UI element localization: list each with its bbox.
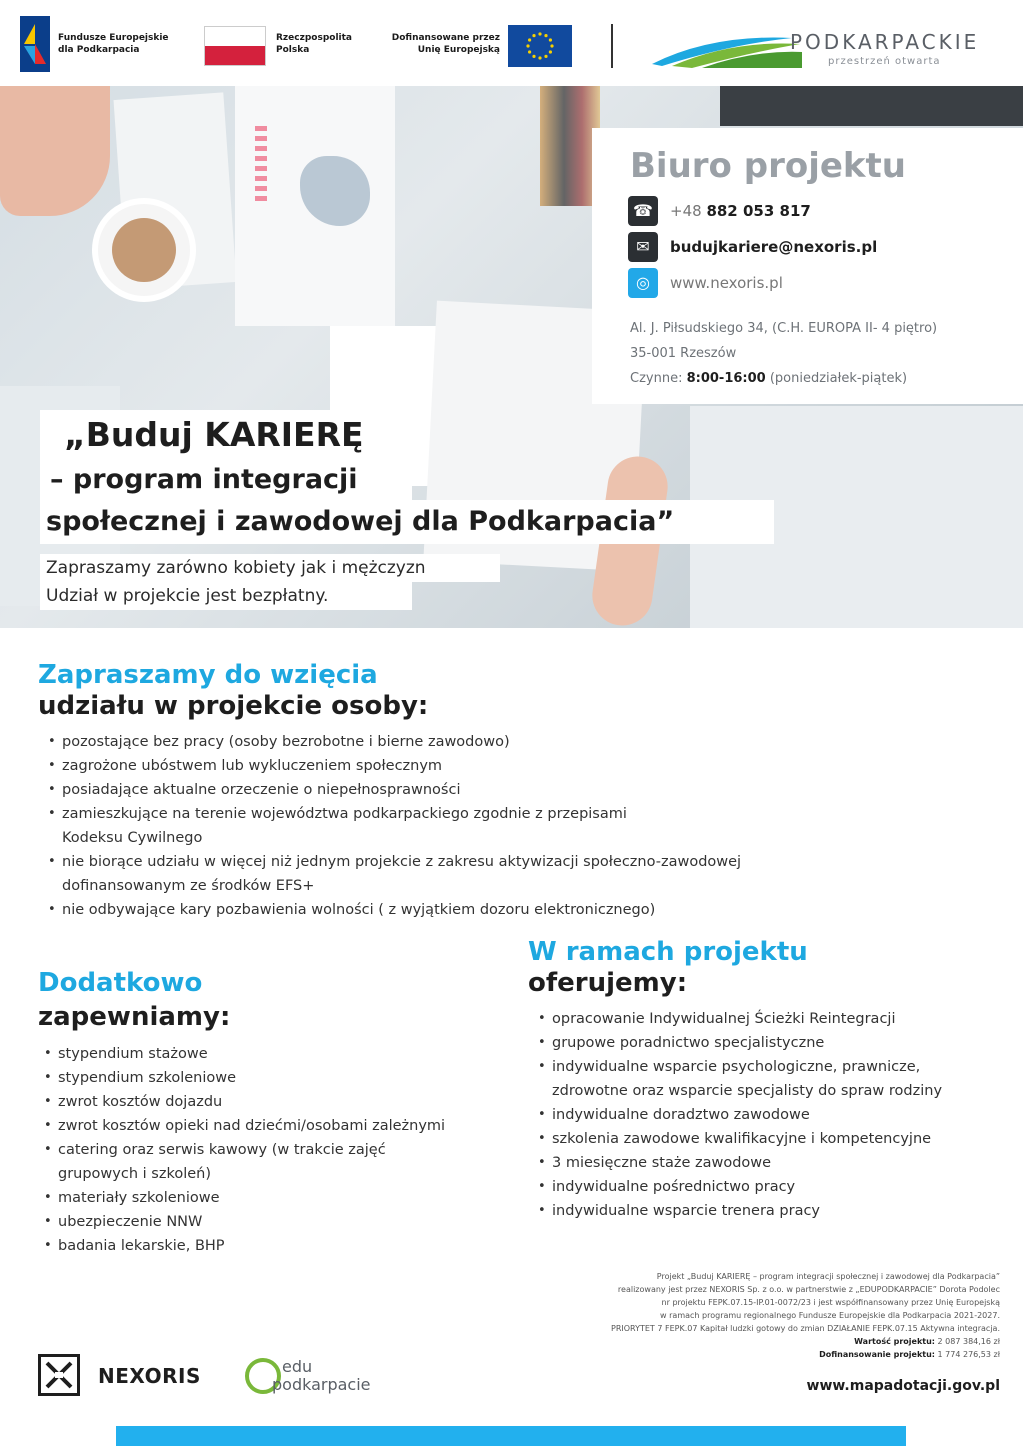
hero-title-line1: „Buduj KARIERĘ	[40, 410, 412, 460]
fundusze-europejskie-logo-icon	[20, 16, 50, 72]
list-item: • stypendium stażowe	[44, 1042, 514, 1066]
office-info-box	[592, 128, 1023, 404]
list-item: • indywidualne wsparcie trenera pracy	[538, 1199, 1008, 1223]
edupodkarpacie-logo-text: edu podkarpacie	[272, 1357, 371, 1394]
mapadotacji-link[interactable]: www.mapadotacji.gov.pl	[806, 1378, 1000, 1394]
list-item: • indywidualne wsparcie psychologiczne, prawnicze,	[538, 1055, 1008, 1079]
invite-heading-blue: Zapraszamy do wzięcia	[38, 660, 378, 690]
poland-flag-icon	[204, 26, 266, 66]
list-item: • posiadające aktualne orzeczenie o niepełnosprawności	[48, 778, 868, 802]
office-phone-row	[628, 196, 1018, 226]
website-link[interactable]: www.nexoris.pl	[670, 274, 783, 292]
podkarpackie-swoosh-icon	[652, 24, 802, 68]
nexoris-logo-icon	[38, 1354, 80, 1396]
logo-separator	[611, 24, 613, 68]
extra-heading-blue: Dodatkowo	[38, 968, 203, 998]
invite-heading-dark: udziału w projekcie osoby:	[38, 691, 429, 721]
nexoris-logo-text: NEXORIS	[98, 1364, 201, 1388]
hero-subtitle-line1: Zapraszamy zarówno kobiety jak i mężczyzn	[40, 554, 500, 582]
list-item: • zwrot kosztów opieki nad dziećmi/osobami zależnymi	[44, 1114, 514, 1138]
list-item: • szkolenia zawodowe kwalifikacyjne i kompetencyjne	[538, 1127, 1008, 1151]
list-item: • zamieszkujące na terenie województwa podkarpackiego zgodnie z przepisami	[48, 802, 868, 826]
legal-notice: Projekt „Buduj KARIERĘ – program integracji społecznej i zawodowej dla Podkarpacia” realizowany jest przez NEXORIS Sp. z o.o. w partnerstwie z „EDUPODKARPACIE” Dorota Podolec nr projektu FEPK.07.15-IP.01-0072/23 i jest współfinansowany przez Unię Europejską w ramach programu regionalnego Fundusze Europejskie dla Podkarpacia 2021-2027. PRIORYTET 7 FEPK.07 Kapitał ludzki gotowy do zmian DZIAŁANIE FEPK.07.15 Aktywna integracja. Wartość projektu: 2 087 384,16 zł Dofinansowanie projektu: 1 774 276,53 zł	[611, 1272, 1000, 1359]
list-item: • nie odbywające kary pozbawienia wolności ( z wyjątkiem dozoru elektronicznego)	[48, 898, 868, 922]
offer-heading-dark: oferujemy:	[528, 968, 688, 998]
list-item: • catering oraz serwis kawowy (w trakcie zajęć	[44, 1138, 514, 1162]
fe-logo-text: Fundusze Europejskie dla Podkarpacia	[58, 33, 169, 55]
office-web-row	[628, 268, 1018, 298]
list-item: • 3 miesięczne staże zawodowe	[538, 1151, 1008, 1175]
list-item: • zagrożone ubóstwem lub wykluczeniem społecznym	[48, 754, 868, 778]
extra-list	[44, 1042, 514, 1258]
hero-title-line2: – program integracji	[40, 460, 412, 500]
list-item-continuation: grupowych i szkoleń)	[58, 1166, 211, 1182]
email-icon: ✉	[628, 232, 658, 262]
list-item: • opracowanie Indywidualnej Ścieżki Reintegracji	[538, 1007, 1008, 1031]
list-item: • stypendium szkoleniowe	[44, 1066, 514, 1090]
offer-list	[538, 1007, 1008, 1223]
office-address: Al. J. Piłsudskiego 34, (C.H. EUROPA II- 4 piętro) 35-001 Rzeszów Czynne: 8:00-16:00 (poniedziałek-piątek)	[630, 321, 938, 386]
podkarpackie-tagline: przestrzeń otwarta	[828, 56, 941, 67]
list-item: • materiały szkoleniowe	[44, 1186, 514, 1210]
list-item: • badania lekarskie, BHP	[44, 1234, 514, 1258]
project-value: 2 087 384,16 zł	[937, 1337, 1000, 1346]
phone-prefix: +48	[670, 202, 702, 220]
list-item-continuation: zdrowotne oraz wsparcie specjalisty do spraw rodziny	[552, 1083, 943, 1099]
list-item: • nie biorące udziału w więcej niż jednym projekcie z zakresu aktywizacji społeczno-zawodowej	[48, 850, 868, 874]
list-item-continuation: dofinansowanym ze środków EFS+	[62, 878, 315, 894]
list-item: • indywidualne doradztwo zawodowe	[538, 1103, 1008, 1127]
invite-list	[48, 730, 868, 922]
office-email-row	[628, 232, 1018, 262]
list-item: • zwrot kosztów dojazdu	[44, 1090, 514, 1114]
poland-logo-text: Rzeczpospolita Polska	[276, 33, 352, 55]
office-title: Biuro projektu	[630, 146, 906, 186]
offer-heading-blue: W ramach projektu	[528, 937, 808, 967]
podkarpackie-name: PODKARPACKIE	[790, 30, 980, 54]
list-item: • pozostające bez pracy (osoby bezrobotne i bierne zawodowo)	[48, 730, 868, 754]
office-hours: 8:00-16:00	[686, 371, 766, 386]
email-link[interactable]: budujkariere@nexoris.pl	[670, 238, 878, 256]
logo-bar	[0, 0, 1023, 86]
list-item-continuation: Kodeksu Cywilnego	[62, 830, 203, 846]
globe-icon: ◎	[628, 268, 658, 298]
list-item: • grupowe poradnictwo specjalistyczne	[538, 1031, 1008, 1055]
phone-number[interactable]: 882 053 817	[706, 202, 811, 220]
extra-heading-dark: zapewniamy:	[38, 1002, 231, 1032]
list-item: • ubezpieczenie NNW	[44, 1210, 514, 1234]
eu-flag-icon	[508, 25, 572, 67]
list-item: • indywidualne pośrednictwo pracy	[538, 1175, 1008, 1199]
hero-title-line3: społecznej i zawodowej dla Podkarpacia”	[40, 500, 774, 544]
project-funding: 1 774 276,53 zł	[937, 1350, 1000, 1359]
bottom-accent-bar	[116, 1426, 906, 1446]
eu-logo-text: Dofinansowane przez Unię Europejską	[391, 33, 500, 55]
hero-subtitle-line2: Udział w projekcie jest bezpłatny.	[40, 582, 412, 610]
phone-icon: ☎	[628, 196, 658, 226]
